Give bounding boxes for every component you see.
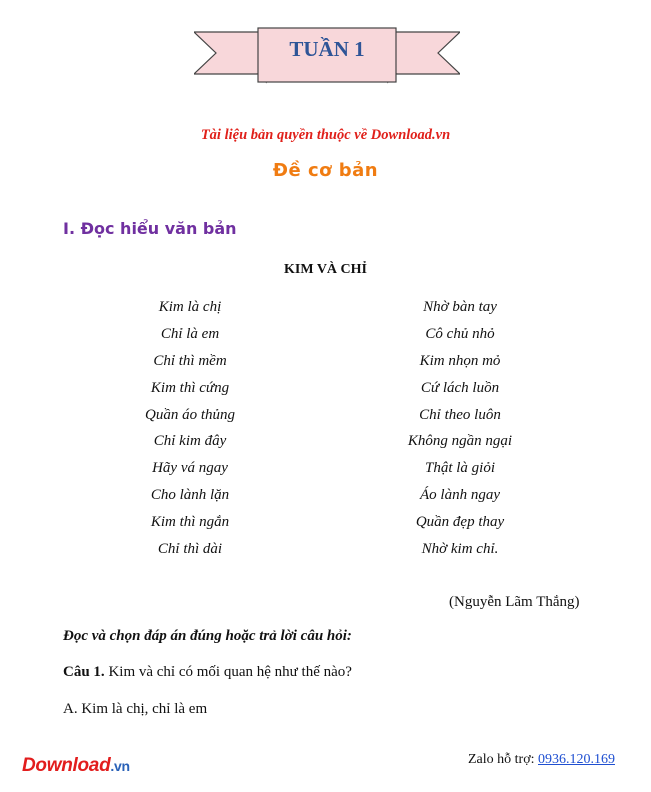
verse-line: Nhờ kim chỉ. xyxy=(421,541,499,558)
week-banner xyxy=(194,22,460,92)
verse-line: Kim thì ngắn xyxy=(150,514,230,531)
verse-line: Kim nhọn mỏ xyxy=(419,352,501,369)
question-label: Câu 1. xyxy=(63,664,105,680)
verse-line: Thật là giỏi xyxy=(424,460,495,477)
verse-line: Chỉ kim đây xyxy=(153,433,227,450)
logo-main: Download xyxy=(22,755,111,776)
verse-line: Chỉ thì dài xyxy=(157,541,223,558)
verse-line: Hãy vá ngay xyxy=(152,460,228,477)
question-1 xyxy=(63,664,352,681)
verse-line: Cứ lách luồn xyxy=(420,379,500,396)
verse-line: Chỉ là em xyxy=(160,325,220,342)
verse-line: Quần áo thủng xyxy=(145,406,235,423)
support-label: Zalo hỗ trợ: xyxy=(468,752,538,767)
poem-title: KIM VÀ CHỈ xyxy=(284,262,367,277)
instruction-text: Đọc và chọn đáp án đúng hoặc trả lời câu hỏi: xyxy=(63,628,352,644)
verse-line: Nhờ bàn tay xyxy=(423,299,497,315)
download-logo[interactable] xyxy=(22,755,130,777)
subtitle: Đề cơ bản xyxy=(272,160,379,181)
question-text: Kim và chỉ có mối quan hệ như thế nào? xyxy=(108,664,352,680)
verse-line: Chỉ thì mềm xyxy=(153,352,227,369)
answer-option-a: A. Kim là chị, chỉ là em xyxy=(63,701,208,717)
section-heading: I. Đọc hiểu văn bản xyxy=(63,219,237,238)
verse-line: Kim là chị xyxy=(158,299,222,315)
poem-column-left xyxy=(60,296,320,565)
copyright-notice: Tài liệu bản quyền thuộc về Download.vn xyxy=(200,127,451,143)
zalo-support xyxy=(468,752,615,768)
banner-title: TUẦN 1 xyxy=(289,37,365,61)
poem-author: (Nguyễn Lãm Thắng) xyxy=(449,594,580,610)
verse-line: Chỉ theo luôn xyxy=(419,406,501,423)
verse-line: Áo lành ngay xyxy=(420,487,500,504)
verse-line: Quần đẹp thay xyxy=(415,514,505,531)
poem-column-right xyxy=(330,296,590,565)
verse-line: Cô chủ nhỏ xyxy=(425,325,495,342)
verse-line: Không ngần ngại xyxy=(407,433,513,450)
support-phone-link[interactable]: 0936.120.169 xyxy=(538,752,615,767)
verse-line: Cho lành lặn xyxy=(150,487,230,504)
verse-line: Kim thì cứng xyxy=(150,379,230,396)
logo-tld: .vn xyxy=(110,758,130,774)
